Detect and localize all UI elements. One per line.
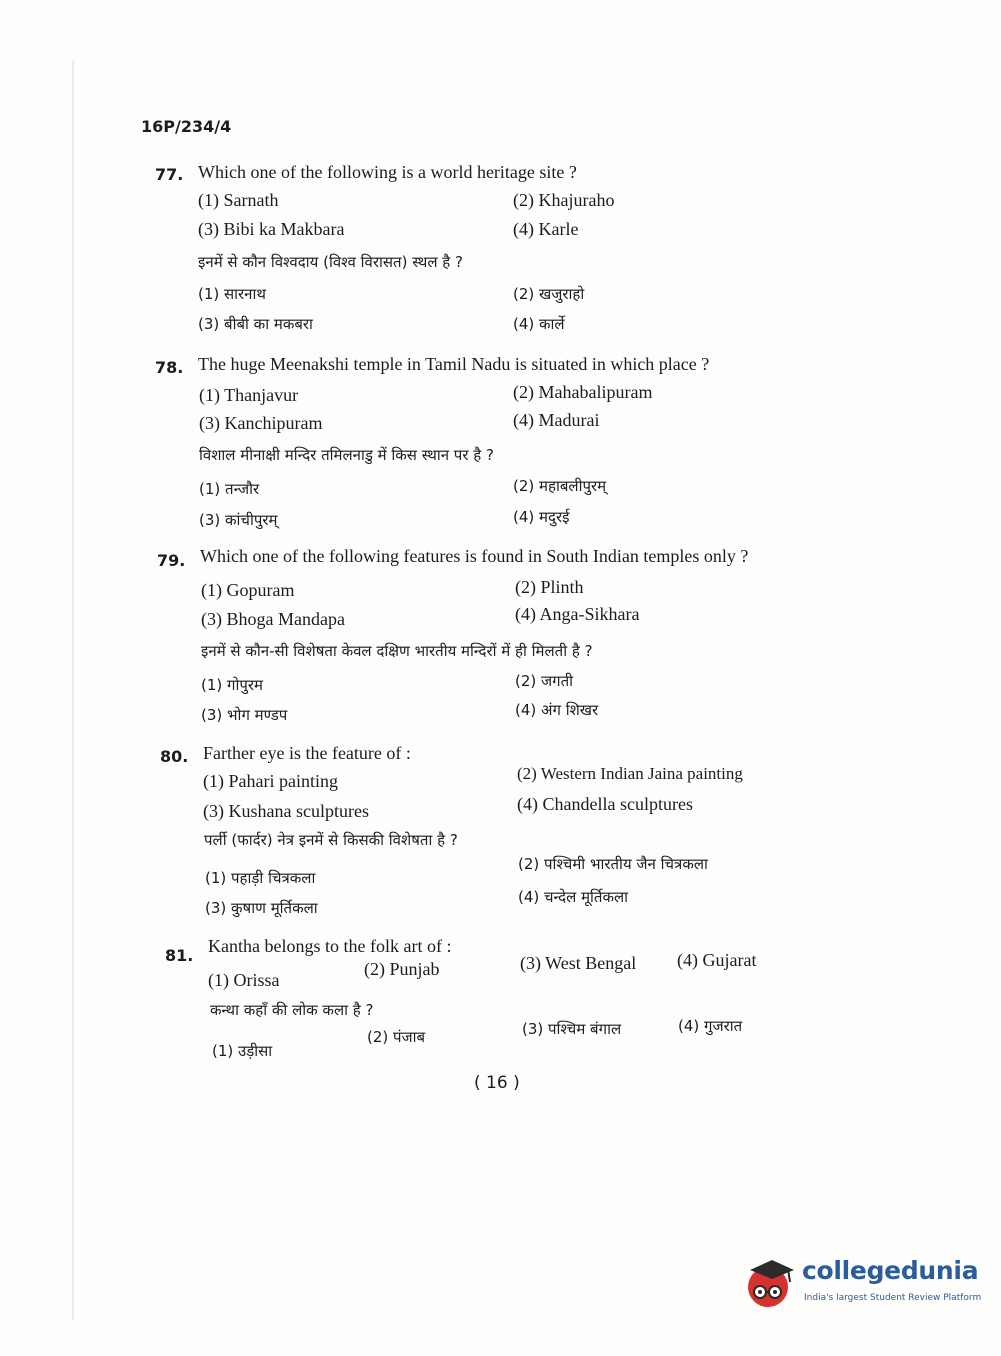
question-number: 78. — [155, 358, 184, 377]
question-text-hi: कन्था कहाँ की लोक कला है ? — [210, 1001, 374, 1019]
option-hi-1: (1) उड़ीसा — [212, 1042, 273, 1060]
option-hi-2: (2) पंजाब — [367, 1028, 426, 1046]
option-en-1: (1) Sarnath — [198, 190, 279, 210]
option-en-1: (1) Thanjavur — [199, 385, 299, 405]
option-hi-1: (1) सारनाथ — [198, 285, 266, 303]
brand-tagline: India's largest Student Review Platform — [804, 1293, 982, 1303]
question-number: 81. — [165, 946, 194, 965]
paper-code: 16P/234/4 — [141, 117, 232, 136]
question-text-en: Which one of the following is a world heritage site ? — [198, 162, 577, 182]
option-en-4: (4) Karle — [513, 219, 579, 239]
option-en-2: (2) Plinth — [515, 577, 584, 597]
mascot-icon — [742, 1254, 798, 1310]
option-hi-4: (4) चन्देल मूर्तिकला — [518, 888, 629, 906]
option-en-4: (4) Madurai — [513, 410, 600, 430]
option-hi-3: (3) कांचीपुरम् — [199, 511, 278, 529]
option-en-3: (3) Kanchipuram — [199, 413, 323, 433]
option-en-2: (2) Western Indian Jaina painting — [517, 764, 743, 783]
option-en-3: (3) West Bengal — [520, 953, 637, 973]
option-hi-3: (3) पश्चिम बंगाल — [522, 1020, 622, 1038]
page-edge — [72, 60, 74, 1320]
option-en-1: (1) Gopuram — [201, 580, 295, 600]
question-text-hi: इनमें से कौन विश्वदाय (विश्व विरासत) स्थल है ? — [198, 253, 463, 271]
question-number: 77. — [155, 165, 184, 184]
option-en-2: (2) Khajuraho — [513, 190, 615, 210]
option-hi-2: (2) जगती — [515, 672, 574, 690]
option-en-3: (3) Kushana sculptures — [203, 801, 369, 821]
question-text-en: The huge Meenakshi temple in Tamil Nadu is situated in which place ? — [198, 354, 710, 374]
option-hi-3: (3) कुषाण मूर्तिकला — [205, 899, 318, 917]
option-en-4: (4) Chandella sculptures — [517, 794, 693, 814]
page-number: ( 16 ) — [474, 1073, 520, 1093]
option-hi-1: (1) तन्जौर — [199, 480, 260, 498]
option-hi-3: (3) बीबी का मकबरा — [198, 315, 313, 333]
question-number: 79. — [157, 551, 186, 570]
option-en-4: (4) Anga-Sikhara — [515, 604, 640, 624]
brand-name: collegedunia — [802, 1256, 979, 1285]
option-hi-2: (2) महाबलीपुरम् — [513, 477, 607, 495]
question-text-hi: इनमें से कौन-सी विशेषता केवल दक्षिण भारतीय मन्दिरों में ही मिलती है ? — [201, 642, 593, 660]
option-hi-4: (4) कार्ले — [513, 315, 565, 333]
option-hi-4: (4) मदुरई — [513, 508, 570, 526]
option-hi-4: (4) गुजरात — [678, 1017, 743, 1035]
question-text-en: Kantha belongs to the folk art of : — [208, 936, 452, 956]
question-text-en: Farther eye is the feature of : — [203, 743, 411, 763]
option-hi-4: (4) अंग शिखर — [515, 701, 599, 719]
option-en-3: (3) Bibi ka Makbara — [198, 219, 345, 239]
question-text-hi: पर्ली (फार्दर) नेत्र इनमें से किसकी विशेषता है ? — [204, 831, 458, 849]
option-en-2: (2) Punjab — [364, 959, 440, 979]
option-en-3: (3) Bhoga Mandapa — [201, 609, 345, 629]
option-hi-3: (3) भोग मण्डप — [201, 706, 288, 724]
option-en-1: (1) Orissa — [208, 970, 280, 990]
option-hi-1: (1) गोपुरम — [201, 676, 263, 694]
option-en-2: (2) Mahabalipuram — [513, 382, 653, 402]
question-number: 80. — [160, 747, 189, 766]
question-text-hi: विशाल मीनाक्षी मन्दिर तमिलनाडु में किस स्थान पर है ? — [199, 446, 494, 464]
option-en-4: (4) Gujarat — [677, 950, 757, 970]
question-text-en: Which one of the following features is found in South Indian temples only ? — [200, 546, 749, 566]
option-en-1: (1) Pahari painting — [203, 771, 338, 791]
collegedunia-logo — [742, 1250, 982, 1312]
option-hi-2: (2) पश्चिमी भारतीय जैन चित्रकला — [518, 855, 708, 873]
option-hi-2: (2) खजुराहो — [513, 285, 585, 303]
option-hi-1: (1) पहाड़ी चित्रकला — [205, 869, 316, 887]
